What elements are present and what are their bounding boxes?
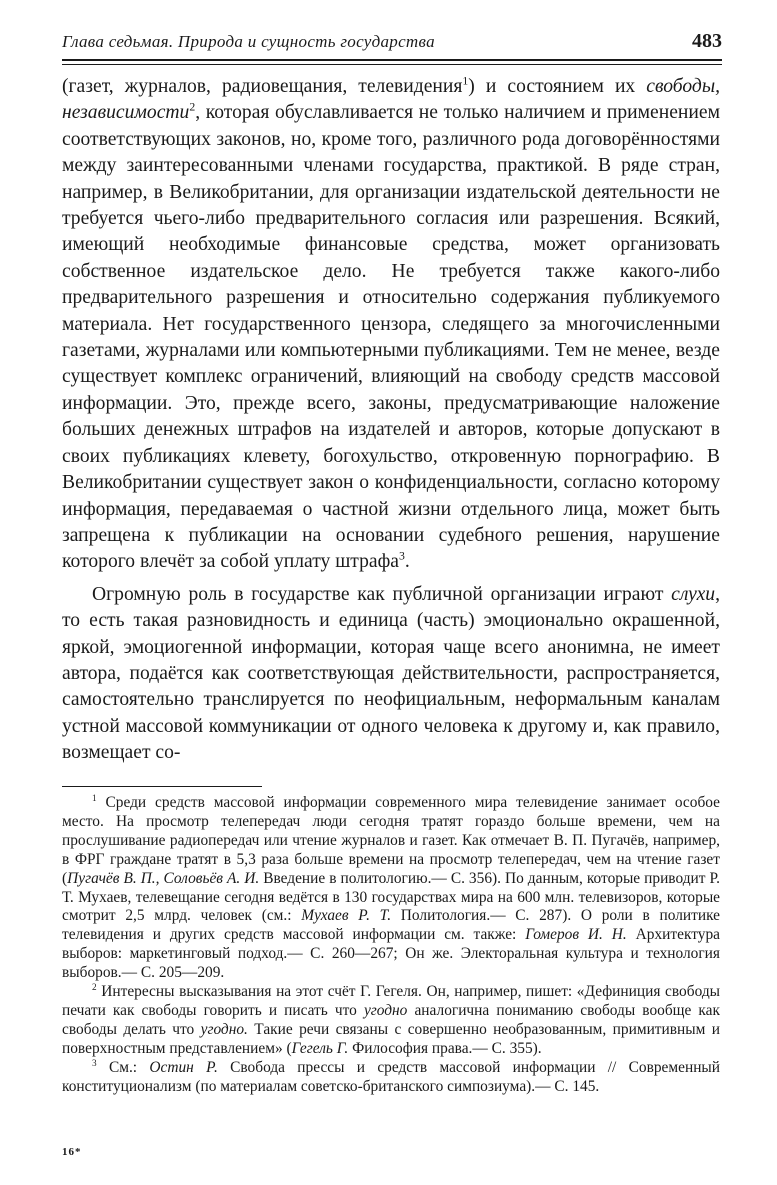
footnote <box>62 794 720 983</box>
text-run: См.: <box>96 1058 150 1076</box>
text-run: Философия права.— С. 355). <box>348 1039 542 1057</box>
italic-run: Остин Р. <box>149 1058 218 1076</box>
text-run: Интересны высказывания на этот счёт Г. Гегеля. Он, например, пишет: «Дефиниция свободы печати как свободы говорить и писать что <box>62 983 720 1019</box>
footnote <box>62 983 720 1059</box>
footnote-number: 2 <box>92 981 97 992</box>
text-run: Такие речи связаны с совершенно необразованным, примитивным и поверхностным представлением» ( <box>62 1020 720 1057</box>
italic-run: слухи <box>671 583 716 605</box>
running-head <box>62 30 722 56</box>
footnote <box>62 1059 720 1097</box>
text-run: , которая обуславливается не только наличием и применением соответствующих законов, но, кроме того, различного рода договорённостями между заинтересованными членами государства, практикой. В ряде стран, например, в Великобритании, для организации издательской деятельности не требуется чьего-либо предварительного согласия или разрешения. Всякий, имеющий необходимые финансовые средства, может организовать собственное издательское дело. Не требуется также какого-либо предварительного разрешения и относительно содержания публикуемого материала. Нет государственного цензора, следящего за многочисленными газетами, журналами или компьютерными публикациями. Тем не менее, везде существует комплекс ограничений, влияющий на свободу средств массовой информации. Это, прежде всего, законы, предусматривающие наложение больших денежных штрафов на издателей и авторов, которые допускают в своих публикациях клевету, богохульство, откровенную порнографию. В Великобритании существует закон о конфиденциальности, согласно которому информация, передаваемая о частной жизни отдельного лица, может быть запрещена к публикации на основании судебного решения, нарушение которого влечёт за собой уплату штрафа <box>62 102 720 573</box>
italic-run: угодно <box>363 1001 408 1019</box>
text-run: (газет, журналов, радиовещания, телевидения <box>62 76 463 97</box>
footnote-number: 3 <box>92 1057 97 1068</box>
italic-run: Мухаев Р. Т. <box>301 907 392 925</box>
main-text <box>62 74 720 767</box>
paragraph <box>62 74 720 576</box>
text-run: Политология.— С. 287). О роли в политике телевидения и других средств массовой информации см. также: <box>62 907 721 944</box>
text-run: Введение в политологию.— С. 356). По данным, которые приводит Р. Т. Мухаев, телевещание сегодня ведётся в 130 государствах мира на 600 млн. телевизоров, которые смотрит 2,5 млрд. человек (см.: <box>62 869 720 925</box>
header-rule-thick <box>62 59 722 61</box>
text-run: Свобода прессы и средств массовой информации // Современный конституционализм (по материалам советско-британского симпозиума).— С. 145. <box>62 1058 721 1095</box>
text-run: . <box>404 551 410 573</box>
italic-run: Пугачёв В. П., Соловьёв А. И. <box>67 869 260 887</box>
footnotes <box>62 794 720 1097</box>
text-run: Огромную роль в государстве как публичной организации играют <box>92 583 672 605</box>
footnote-number: 1 <box>92 792 97 803</box>
text-run: ) и состоянием их <box>468 76 647 97</box>
page-number: 483 <box>692 30 722 52</box>
header-rule-thin <box>62 64 722 65</box>
running-title: Глава седьмая. Природа и сущность государства <box>62 32 435 51</box>
text-run: аналогична пониманию свободы вообще как свободы делать что <box>62 1001 720 1038</box>
italic-run: угодно. <box>200 1020 248 1038</box>
footnote-marker: 3 <box>399 549 405 563</box>
text-run: Архитектура выборов: маркетинговый подход.— С. 260—267; Он же. Электоральная культура и технология выборов.— С. 205—209. <box>62 926 720 982</box>
italic-run: Гегель Г. <box>291 1039 349 1057</box>
paragraph <box>62 582 720 767</box>
text-run: , то есть такая разновидность и единица (часть) эмоционально окрашенной, яркой, эмоциогенной информации, которая чаще всего анонимна, не имеет автора, подаётся как соответствующая действительности, распространяется, самостоятельно транслируется по неофициальным, неформальным каналам устной массовой коммуникации от одного человека к другому и, как правило, возмещает со- <box>62 583 720 764</box>
italic-run: свободы, независимости <box>62 76 720 124</box>
text-run: Среди средств массовой информации современного мира телевидение занимает особое место. На просмотр телепередач люди сегодня тратят гораздо больше времени, чем на прослушивание радиопередач или чтение журналов и газет. Как отмечает В. П. Пугачёв, например, в ФРГ граждане тратят в 5,3 раза больше времени на просмотр телепередач, чем на чтение газет ( <box>62 794 720 887</box>
footnote-separator <box>62 786 262 787</box>
footnote-marker: 1 <box>462 74 469 88</box>
printer-signature-mark: 16* <box>62 1146 82 1158</box>
footnote-marker: 2 <box>189 100 196 114</box>
italic-run: Гомеров И. Н. <box>525 926 627 944</box>
